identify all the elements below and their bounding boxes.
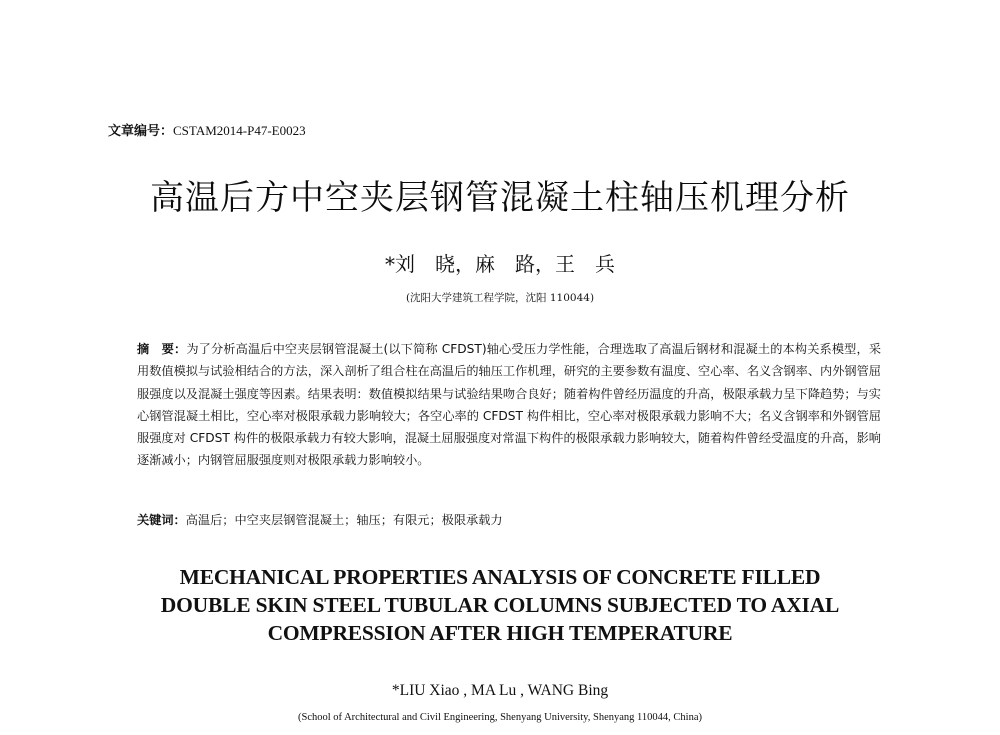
article-number bbox=[108, 120, 306, 139]
chinese-affiliation: (沈阳大学建筑工程学院，沈阳 110044) bbox=[405, 292, 595, 304]
keywords-text: 高温后；中空夹层钢管混凝土；轴压；有限元；极限承载力 bbox=[185, 513, 503, 527]
english-affiliation: (School of Architectural and Civil Engineering, Shenyang University, Shenyang 110044, China) bbox=[298, 712, 702, 723]
english-title bbox=[0, 563, 1000, 647]
english-title-line: COMPRESSION AFTER HIGH TEMPERATURE bbox=[267, 621, 733, 645]
article-number-label: 文章编号： bbox=[108, 124, 174, 139]
abstract-label: 摘 要： bbox=[137, 342, 187, 356]
chinese-title: 高温后方中空夹层钢管混凝土柱轴压机理分析 bbox=[150, 178, 850, 218]
abstract-text: 为了分析高温后中空夹层钢管混凝土(以下简称 CFDST)轴心受压力学性能，合理选取了高温后钢材和混凝土的本构关系模型，采用数值模拟与试验相结合的方法，深入剖析了组合柱在高温后的轴压工作机理，研究的主要参数有温度、空心率、名义含钢率、内外钢管屈服强度以及混凝土强度等因素。结果表明：数值模拟结果与试验结果吻合良好；随着构件曾经历温度的升高，极限承载力呈下降趋势；与实心钢管混凝土相比，空心率对极限承载力影响较大；各空心率的 CFDST 构件相比，空心率对极限承载力影响不大；名义含钢率和外钢管屈服强度对 CFDST 构件的极限承载力有较大影响，混凝土屈服强度对常温下构件的极限承载力影响较大，随着构件曾经受温度的升高，影响逐渐减小；内钢管屈服强度则对极限承载力影响较小。 bbox=[137, 342, 882, 468]
chinese-keywords bbox=[137, 511, 881, 528]
english-title-line: MECHANICAL PROPERTIES ANALYSIS OF CONCRETE FILLED bbox=[179, 565, 821, 589]
english-title-line: DOUBLE SKIN STEEL TUBULAR COLUMNS SUBJECTED TO AXIAL bbox=[160, 593, 840, 617]
keywords-label: 关键词： bbox=[137, 513, 186, 527]
chinese-abstract bbox=[137, 338, 881, 472]
chinese-authors: *刘 晓，麻 路，王 兵 bbox=[385, 252, 615, 276]
english-authors: *LIU Xiao , MA Lu , WANG Bing bbox=[391, 682, 609, 699]
article-number-value: CSTAM2014-P47-E0023 bbox=[173, 123, 306, 138]
